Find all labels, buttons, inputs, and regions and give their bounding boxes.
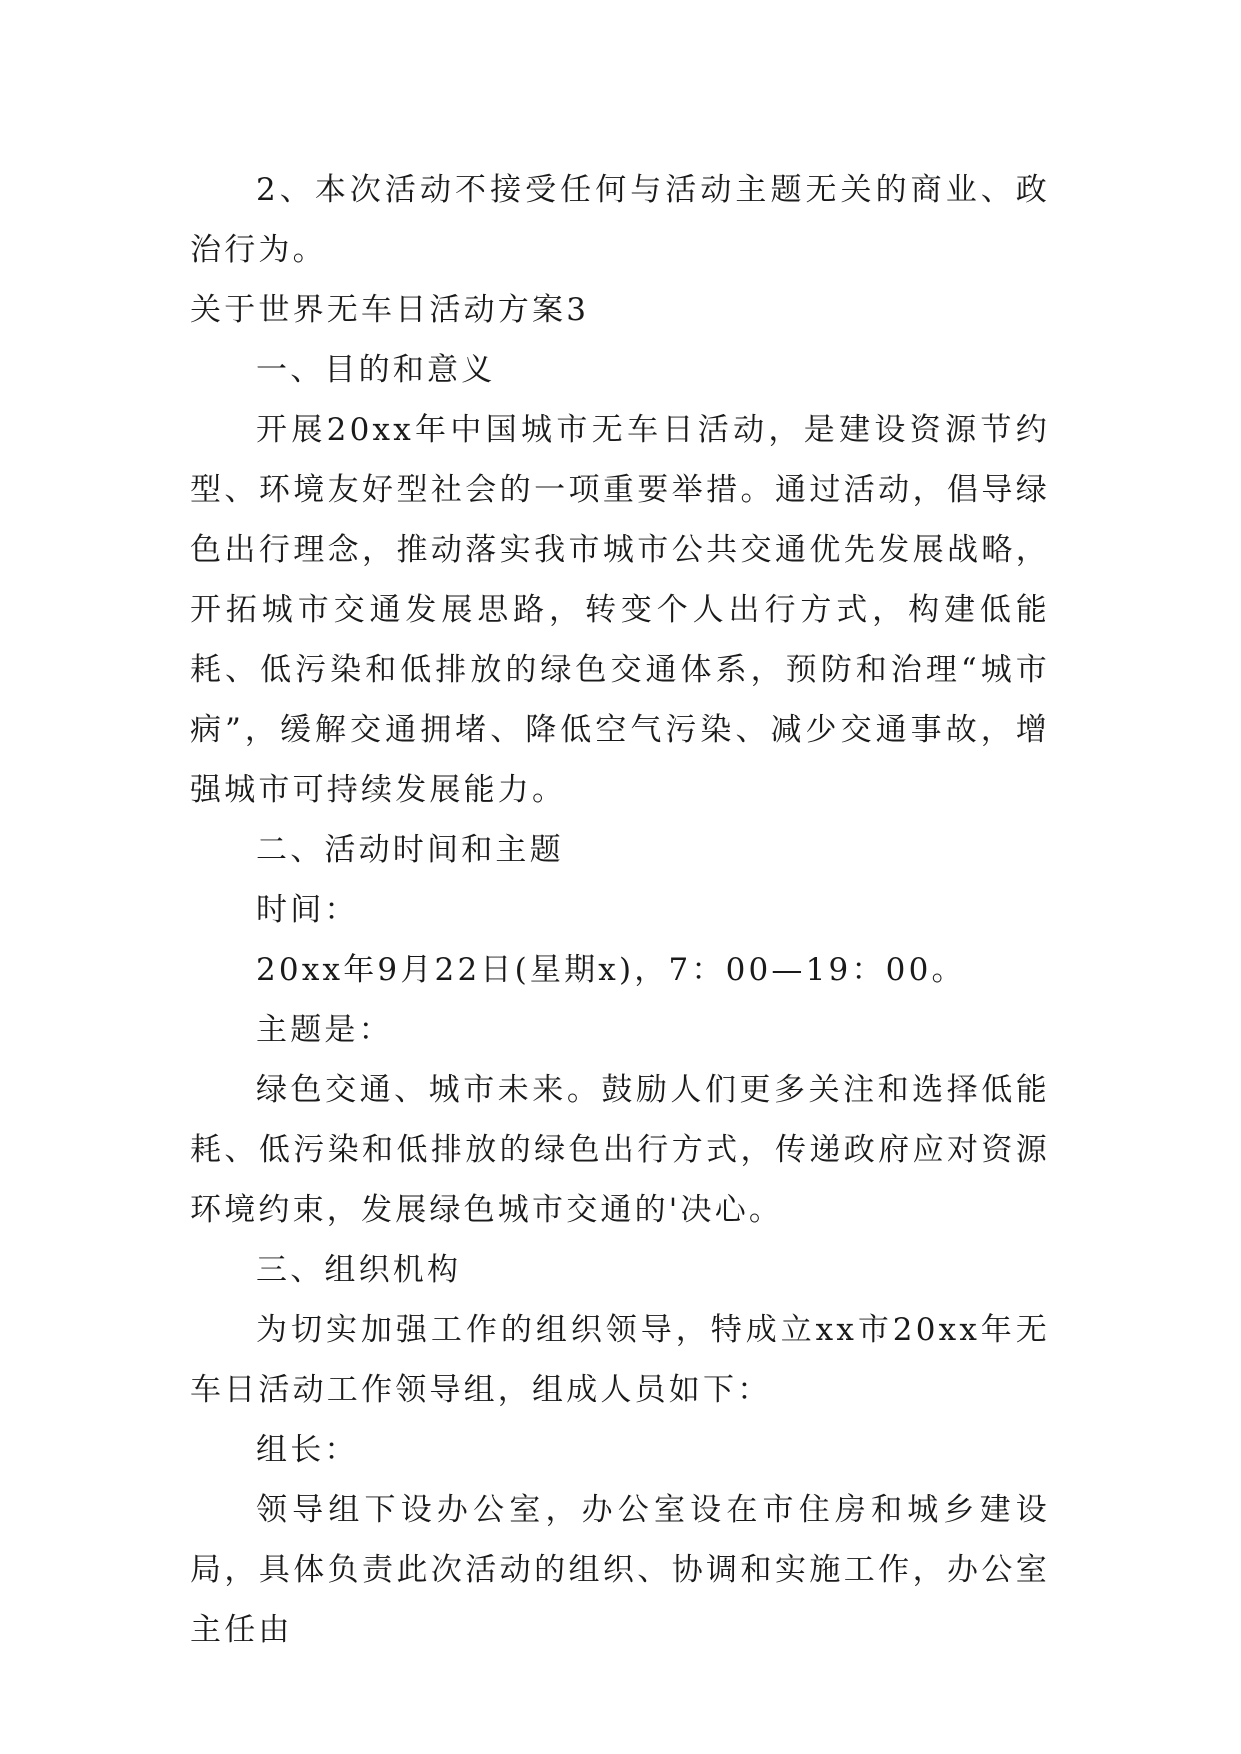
label-time: 时间： (256, 892, 359, 928)
paragraph-theme-body: 绿色交通、城市未来。鼓励人们更多关注和选择低能耗、低污染和低排放的绿色出行方式，传递政府应对资源环境约束，发展绿色城市交通的'决心。 (190, 1072, 1050, 1228)
label-theme: 主题是： (256, 1012, 393, 1048)
heading-time-theme: 二、活动时间和主题 (256, 832, 564, 868)
paragraph-time-value: 20xx年9月22日(星期x)，7：00—19：00。 (256, 952, 966, 988)
paragraph-organization-body: 为切实加强工作的组织领导，特成立xx市20xx年无车日活动工作领导组，组成人员如下： (190, 1312, 1050, 1408)
label-group-leader: 组长： (256, 1432, 359, 1468)
paragraph-office-body: 领导组下设办公室，办公室设在市住房和城乡建设局，具体负责此次活动的组织、协调和实施工作，办公室主任由 (190, 1492, 1050, 1648)
section-title-plan-3: 关于世界无车日活动方案3 (190, 292, 590, 328)
paragraph-activity-rule-2: 2、本次活动不接受任何与活动主题无关的商业、政治行为。 (190, 172, 1050, 268)
paragraph-purpose-body: 开展20xx年中国城市无车日活动，是建设资源节约型、环境友好型社会的一项重要举措。通过活动，倡导绿色出行理念，推动落实我市城市公共交通优先发展战略，开拓城市交通发展思路，转变个人出行方式，构建低能耗、低污染和低排放的绿色交通体系，预防和治理“城市病”，缓解交通拥堵、降低空气污染、减少交通事故，增强城市可持续发展能力。 (190, 412, 1050, 808)
document-body (190, 160, 1050, 1660)
heading-purpose: 一、目的和意义 (256, 352, 496, 388)
heading-organization: 三、组织机构 (256, 1252, 462, 1288)
